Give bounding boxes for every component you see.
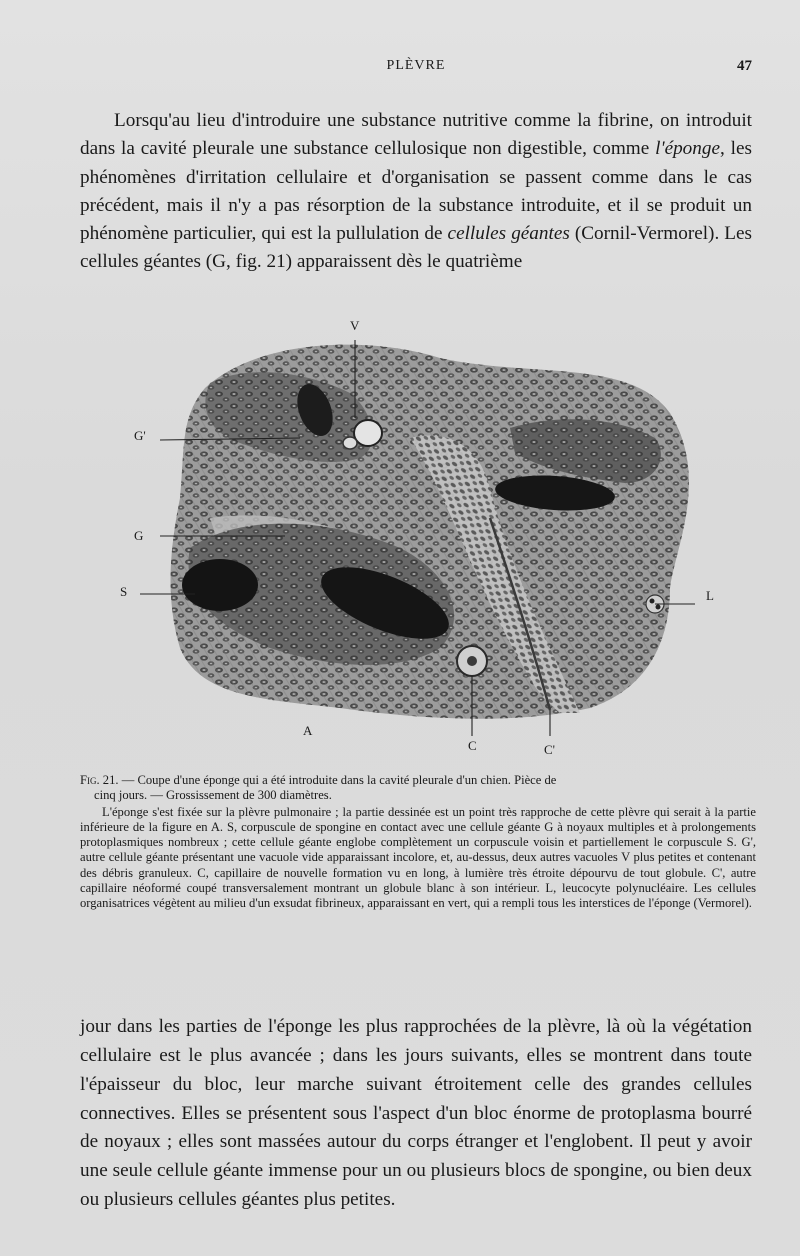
caption-figure-number: Fig. 21.	[80, 773, 119, 787]
caption-title: — Coupe d'une éponge qui a été introduite dans la cavité pleurale d'un chien. Pièce de	[118, 773, 557, 787]
label-v: V	[350, 318, 360, 333]
capillary-c-prime	[457, 646, 487, 676]
label-s: S	[120, 584, 128, 599]
paragraph-bottom: jour dans les parties de l'éponge les plus rapprochées de la plèvre, là où la végétation cellulaire est le plus avancée ; dans les jours suivants, elles se montrent dans toute l'épaisseur du bloc, leur marche suivant étroitement celle des grandes cellules connectives. Elles se présentent sous l'aspect d'un bloc énorme de protoplasma bourré de noyaux ; elles sont massées autour du corps étranger et l'englobent. Il peut y avoir une seule cellule géante immense pour un ou plusieurs blocs de spongine, ou bien deux ou plusieurs cellules géantes plus petites.	[80, 1016, 752, 1210]
paragraph-top	[80, 107, 752, 276]
label-g: G	[134, 528, 144, 543]
label-c: C	[468, 738, 477, 753]
emphasis-cellules-geantes: cellules géantes	[447, 223, 570, 244]
label-l: L	[706, 588, 714, 603]
page-number: 47	[737, 58, 752, 74]
running-header	[80, 58, 752, 80]
paragraph-top-text-3: (Cornil-Vermorel). Les cellules géantes (G, fig. 21) apparaissent dès le quatrième	[80, 223, 752, 273]
caption-body: L'éponge s'est fixée sur la plèvre pulmonaire ; la partie dessinée est un point très rapproche de cette plèvre qui serait à la partie inférieure de la figure en A. S, corpuscule de spongine en contact avec une cellule géante G à noyaux multiples et à prolongements protoplasmiques nombreux ; cette cellule géante englobe complètement un corpuscule voisin et partiellement le corpuscule S. G', autre cellule géante présentant une vacuole vide apparaissant incolore, et, au-dessus, deux autres vacuoles V plus petites et contenant des débris granuleux. C, capillaire de nouvelle formation vu en long, à lumière très étroite dépourvu de tout globule. C', autre capillaire néoformé coupé transversalement montrant un globule blanc à son intérieur. L, leucocyte polynucléaire. Les cellules organisatrices végètent au milieu d'un exsudat fibrineux, apparaissant en vert, qui a rempli tous les interstices de l'éponge (Vermorel).	[80, 804, 756, 911]
label-g-prime: G'	[134, 428, 146, 443]
figure-21	[110, 318, 730, 758]
running-title: PLÈVRE	[386, 58, 446, 73]
emphasis-eponge: l'éponge	[655, 138, 720, 160]
figure-caption	[80, 773, 756, 912]
paragraph-top-text-1: Lorsqu'au lieu d'introduire une substance nutritive comme la fibrine, on introduit dans la cavité pleurale une substance cellulosique non digestible, comme	[80, 110, 752, 160]
caption-subtitle: cinq jours. — Grossissement de 300 diamètres.	[94, 788, 332, 803]
caption-heading	[80, 773, 756, 788]
label-c-prime: C'	[544, 742, 556, 757]
spongine-corpuscle-s	[182, 559, 258, 611]
histology-illustration	[110, 318, 730, 758]
label-a: A	[303, 723, 313, 738]
paragraph-top-text-2: , les phénomènes d'irritation cellulaire et d'organisation se passent comme dans le cas précédent, mais il n'y a pas résorption de la substance introduite, et il se produit un phénomène particulier, qui est la pullulation de	[80, 138, 752, 244]
